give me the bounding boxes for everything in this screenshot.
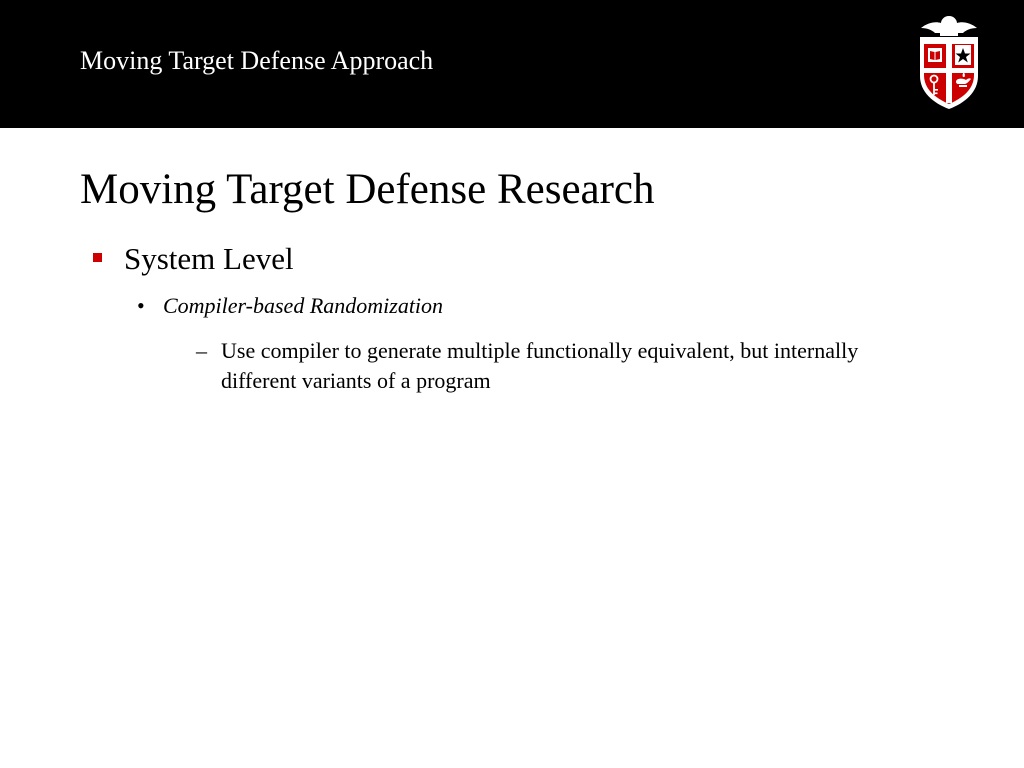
header-bar — [0, 0, 1024, 128]
slide-title: Moving Target Defense Research — [80, 166, 655, 213]
university-crest-icon — [913, 12, 985, 112]
dot-bullet-icon: • — [137, 293, 145, 318]
dash-bullet-icon: – — [196, 338, 207, 363]
bullet-level2-text: Compiler-based Randomization — [163, 293, 444, 318]
bullet-level3-text: Use compiler to generate multiple functionally equivalent, but internally different variants of a program — [221, 338, 859, 393]
bullet-level1-text: System Level — [124, 241, 294, 276]
header-title: Moving Target Defense Approach — [80, 46, 434, 75]
square-bullet-icon — [93, 253, 102, 262]
